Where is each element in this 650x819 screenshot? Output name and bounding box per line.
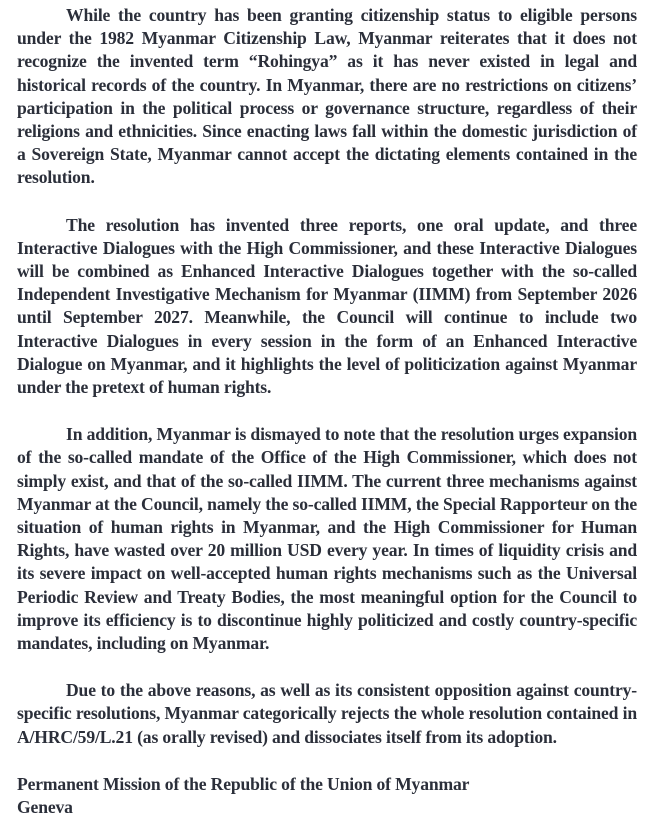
paragraph-reports-dialogues: The resolution has invented three reports, one oral update, and three Interactive Dialogues with the High Commissioner, and these Interactive Dialogues will be combined as Enhanced Interactive Dialogues together with the so-called Independent Investigative Mechanism for Myanmar (IIMM) from September 2026 until September 2027. Meanwhile, the Council will continue to include two Interactive Dialogues in every session in the form of an Enhanced Interactive Dialogue on Myanmar, and it highlights the level of politicization against Myanmar under the pretext of human rights. xyxy=(17,214,637,398)
signature-city: Geneva xyxy=(17,797,73,818)
signature-block xyxy=(17,773,637,819)
signature-organization: Permanent Mission of the Republic of the Union of Myanmar xyxy=(17,773,470,794)
paragraph-citizenship: While the country has been granting citizenship status to eligible persons under the 1982 Myanmar Citizenship Law, Myanmar reiterates that it does not recognize the invented term “Rohingya” as it has never existed in legal and historical records of the country. In Myanmar, there are no restrictions on citizens’ participation in the political process or governance structure, regardless of their religions and ethnicities. Since enacting laws fall within the domestic jurisdiction of a Sovereign State, Myanmar cannot accept the dictating elements contained in the resolution. xyxy=(17,5,637,188)
paragraph-mandate-expansion: In addition, Myanmar is dismayed to note that the resolution urges expansion of the so-called mandate of the Office of the High Commissioner, which does not simply exist, and that of the so-called IIMM. The current three mechanisms against Myanmar at the Council, namely the so-called IIMM, the Special Rapporteur on the situation of human rights in Myanmar, and the High Commissioner for Human Rights, have wasted over 20 million USD every year. In times of liquidity crisis and its severe impact on well-accepted human rights mechanisms such as the Universal Periodic Review and Treaty Bodies, the most meaningful option for the Council to improve its efficiency is to discontinue highly politicized and costly country-specific mandates, including on Myanmar. xyxy=(17,424,637,654)
paragraph-rejection: Due to the above reasons, as well as its consistent opposition against country-specific resolutions, Myanmar categorically rejects the whole resolution contained in A/HRC/59/L.21 (as orally revised) and dissociates itself from its adoption. xyxy=(17,680,637,747)
statement-document xyxy=(17,4,637,819)
